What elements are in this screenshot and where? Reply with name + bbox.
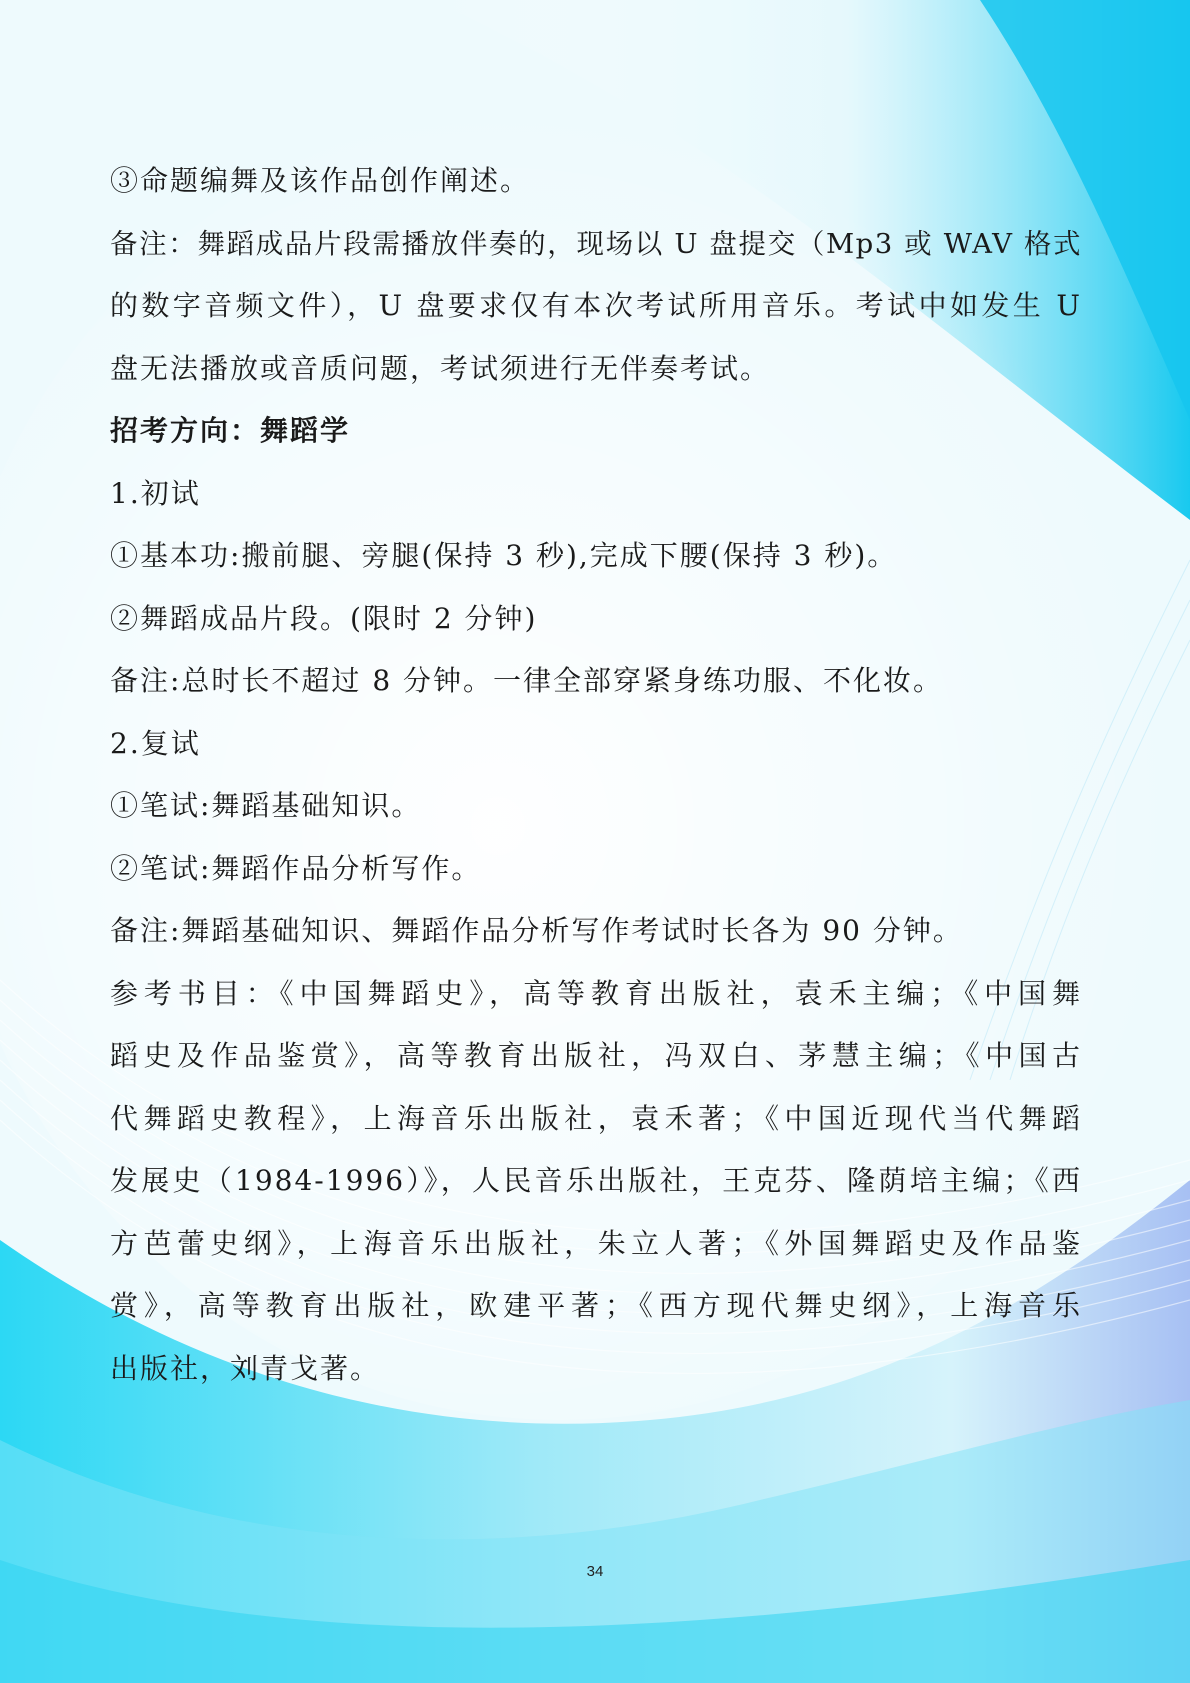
paragraph-line: ②笔试:舞蹈作品分析写作。 <box>110 851 482 885</box>
paragraph-line: 赏》，高等教育出版社，欧建平著；《西方现代舞史纲》，上海音乐 <box>110 1289 1082 1322</box>
paragraph-line: ②舞蹈成品片段。(限时 2 分钟) <box>110 601 538 635</box>
paragraph-line: 代舞蹈史教程》，上海音乐出版社，袁禾著；《中国近现代当代舞蹈 <box>110 1101 1082 1135</box>
paragraph-line: 备注:总时长不超过 8 分钟。一律全部穿紧身练功服、不化妆。 <box>110 664 944 697</box>
paragraph-line: 发展史（1984-1996）》，人民音乐出版社，王克芬、隆荫培主编；《西 <box>110 1164 1082 1197</box>
paragraph-line: 备注：舞蹈成品片段需播放伴奏的，现场以 U 盘提交（Mp3 或 WAV 格式 <box>110 227 1082 260</box>
paragraph-line: ③命题编舞及该作品创作阐述。 <box>110 164 531 197</box>
paragraph-line: 参考书目：《中国舞蹈史》，高等教育出版社，袁禾主编；《中国舞 <box>110 976 1082 1010</box>
document-body <box>110 150 1082 1400</box>
paragraph-line: ①笔试:舞蹈基础知识。 <box>110 789 422 822</box>
paragraph-line: 备注:舞蹈基础知识、舞蹈作品分析写作考试时长各为 90 分钟。 <box>110 914 963 947</box>
paragraph-line: 盘无法播放或音质问题，考试须进行无伴奏考试。 <box>110 351 771 385</box>
paragraph-line: 方芭蕾史纲》，上海音乐出版社，朱立人著；《外国舞蹈史及作品鉴 <box>110 1226 1082 1260</box>
paragraph-line: 出版社，刘青戈著。 <box>110 1351 381 1385</box>
section-heading: 招考方向：舞蹈学 <box>110 414 351 447</box>
paragraph-line: ①基本功:搬前腿、旁腿(保持 3 秒),完成下腰(保持 3 秒)。 <box>110 539 898 572</box>
subsection-title: 2.复试 <box>110 726 201 760</box>
paragraph-line: 蹈史及作品鉴赏》，高等教育出版社，冯双白、茅慧主编；《中国古 <box>110 1039 1082 1072</box>
page-number: 34 <box>586 1563 604 1580</box>
paragraph-line: 的数字音频文件），U 盘要求仅有本次考试所用音乐。考试中如发生 U <box>110 289 1082 322</box>
subsection-title: 1.初试 <box>110 476 201 510</box>
